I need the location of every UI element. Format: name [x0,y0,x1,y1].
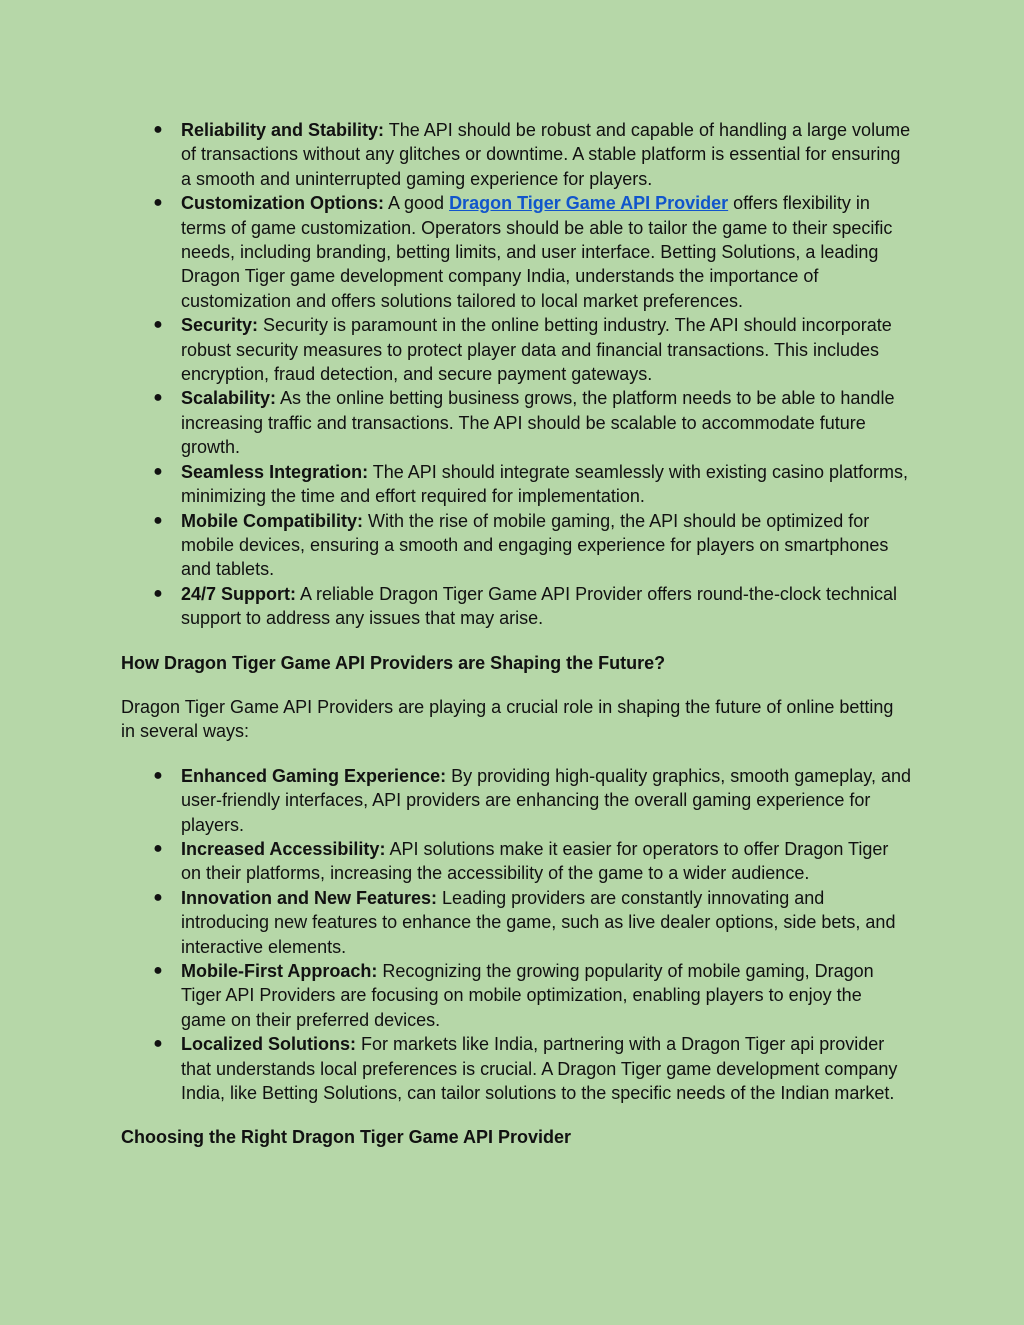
bullet-icon: ● [153,962,163,979]
bullet-icon: ● [153,888,163,906]
list-item [121,118,911,191]
bullet-icon: ● [153,1035,163,1053]
list-item-text: By providing high-quality graphics, smooth gameplay, and user-friendly interfaces, API providers are enhancing the overall gaming experience for players. [181,765,912,835]
list-item [121,764,911,837]
bullet-icon: ● [153,121,163,138]
list-item-text: The API should integrate seamlessly with existing casino platforms, minimizing the time and effort required for implementation. [181,461,908,507]
bullet-icon: ● [153,584,163,602]
bullet-icon: ● [153,766,163,784]
list-item-term: Innovation and New Features: [181,887,438,908]
list-item [121,313,911,386]
list-item-text: offers flexibility in terms of game customization. Operators should be able to tailor the game to their specific needs, including branding, betting limits, and user interface. Betting Solutions, a leading Dragon Tiger game development company India, understands the importance of customization and offers solutions tailored to local market preferences. [181,193,893,311]
list-item [121,386,911,459]
section-heading-choosing-provider: Choosing the Right Dragon Tiger Game API Provider [121,1127,572,1148]
list-item [121,1032,911,1105]
list-item [121,959,911,1032]
list-item-text: A good [383,193,450,214]
list-item-text: As the online betting business grows, the platform needs to be able to handle increasing traffic and transactions. The API should be scalable to accommodate future growth. [181,388,895,458]
bullet-icon: ● [153,316,163,334]
list-item-term: Seamless Integration: [181,461,369,482]
list-item-term: Security: [181,315,259,336]
list-item-term: Increased Accessibility: [181,838,386,859]
list-item [121,191,911,313]
bullet-icon: ● [153,389,163,407]
list-item-text: The API should be robust and capable of handling a large volume of transactions without any glitches or downtime. A stable platform is essential for ensuring a smooth and uninterrupted gaming experience for players. [181,120,911,189]
document-body [121,118,911,1170]
list-item-term: Enhanced Gaming Experience: [181,765,447,786]
list-item-text: Leading providers are constantly innovating and introducing new features to enhance the game, such as live dealer options, side bets, and interactive elements. [181,887,896,957]
list-item-term: Scalability: [181,388,277,409]
requirements-list [121,118,911,631]
list-item-text: With the rise of mobile gaming, the API should be optimized for mobile devices, ensuring a smooth and engaging experience for players on smartphones and tablets. [181,510,889,580]
list-item [121,837,911,886]
list-item [121,582,911,631]
list-item-text: Recognizing the growing popularity of mobile gaming, Dragon Tiger API Providers are focusing on mobile optimization, enabling players to enjoy the game on their preferred devices. [181,961,874,1030]
dragon-tiger-api-provider-link[interactable]: Dragon Tiger Game API Provider [449,193,729,214]
bullet-icon: ● [153,194,163,212]
list-item-term: Customization Options: [181,193,384,214]
list-item-text: Security is paramount in the online betting industry. The API should incorporate robust security measures to protect player data and financial transactions. This includes encryption, fraud detection, and secure payment gateways. [181,315,892,385]
list-item-text: For markets like India, partnering with a Dragon Tiger api provider that understands local preferences is crucial. A Dragon Tiger game development company India, like Betting Solutions, can tailor solutions to the specific needs of the Indian market. [181,1034,898,1104]
bullet-icon: ● [153,462,163,480]
list-item-text: A reliable Dragon Tiger Game API Provider offers round-the-clock technical support to address any issues that may arise. [181,583,897,629]
list-item [121,509,911,582]
bullet-icon: ● [153,511,163,529]
section-heading-shaping-future: How Dragon Tiger Game API Providers are Shaping the Future? [121,652,666,673]
list-item-term: Mobile-First Approach: [181,961,378,981]
intro-paragraph: Dragon Tiger Game API Providers are playing a crucial role in shaping the future of online betting in several ways: [121,696,894,742]
bullet-icon: ● [153,839,163,857]
list-item-term: Reliability and Stability: [181,120,385,140]
list-item-term: Localized Solutions: [181,1034,357,1055]
list-item [121,460,911,509]
list-item-term: Mobile Compatibility: [181,510,363,531]
future-list [121,764,911,1106]
list-item-term: 24/7 Support: [181,583,297,604]
list-item [121,886,911,959]
list-item-text: API solutions make it easier for operators to offer Dragon Tiger on their platforms, increasing the accessibility of the game to a wider audience. [181,838,889,884]
